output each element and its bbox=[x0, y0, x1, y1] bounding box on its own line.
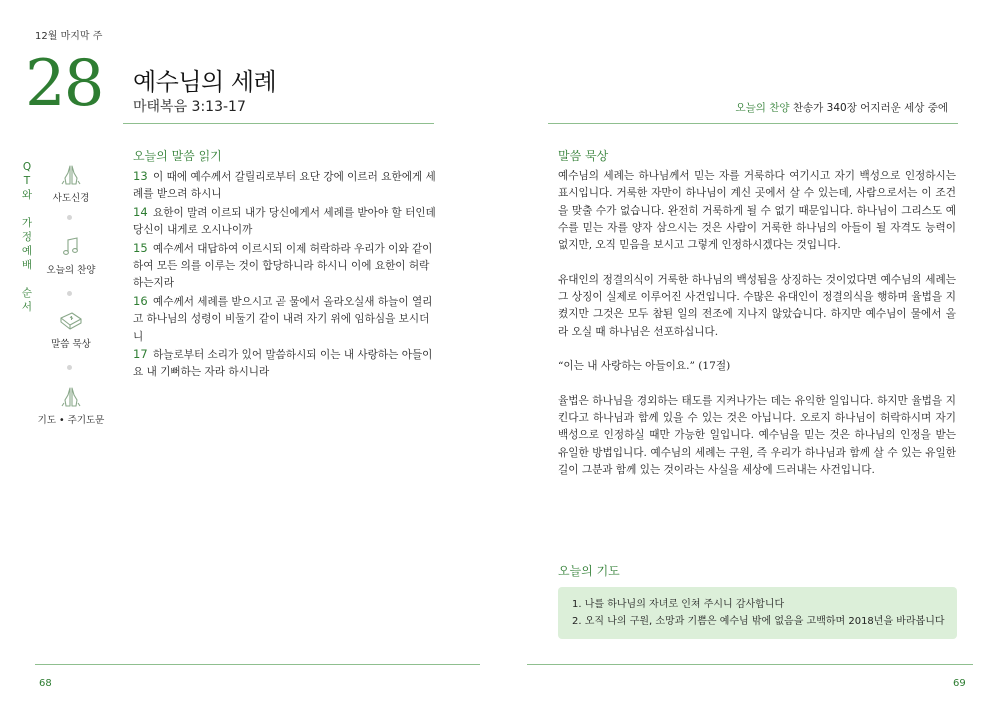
hymn-line bbox=[735, 100, 948, 115]
bible-icon bbox=[58, 310, 84, 332]
order-item-hymn bbox=[36, 236, 106, 276]
verse-number: 17 bbox=[133, 347, 148, 362]
order-item-label: 말씀 묵상 bbox=[51, 339, 91, 350]
divider-dot bbox=[67, 291, 72, 296]
prayer-line: 1. 나를 하나님의 자녀로 인쳐 주시니 감사합니다 bbox=[572, 599, 785, 610]
order-item-meditation bbox=[36, 310, 106, 350]
meditation-heading: 말씀 묵상 bbox=[558, 149, 609, 163]
scripture-reading bbox=[133, 168, 438, 382]
meditation-paragraph: 유대인의 정결의식이 거룩한 하나님의 백성됨을 상징하는 것이었다면 예수님의 세례는 그 상징이 실제로 이루어진 사건입니다. 수많은 유대인이 정결의식을 행하며 율법을 지켰지만 그것은 모두 참된 일의 전조에 지나지 않았습니다. 하지만 예수님이 물에서 올라 오실 때 하나님은 선포하십니다. bbox=[558, 273, 956, 338]
page-title: 예수님의 세례 bbox=[133, 68, 277, 96]
verse-number: 15 bbox=[133, 240, 148, 255]
hymn-prefix: 오늘의 찬양 bbox=[735, 102, 790, 114]
hymn-text: 찬송가 340장 어지러운 세상 중에 bbox=[792, 102, 948, 114]
right-header-rule bbox=[548, 123, 958, 124]
order-item-label: 사도신경 bbox=[52, 193, 90, 204]
vertical-section-title: Q T 와 가 정 예 배 순 서 bbox=[21, 161, 33, 313]
meditation-paragraph: 율법은 하나님을 경외하는 태도를 지켜나가는 데는 유익한 일입니다. 하지만 율법을 지킨다고 하나님과 함께 있을 수 있는 것은 아닙니다. 오로지 하나님이 허락하시며 자기 백성으로 인정하실 때만 가능한 일입니다. 예수님을 믿는 것은 하나님의 인정을 받는 유일한 방법입니다. 예수님의 세례는 구원, 즉 우리가 하나님과 함께 살 수 있는 유일한 길이 그분과 함께 있는 것이라는 사실을 세상에 드러내는 사건입니다. bbox=[558, 394, 956, 477]
divider-dot bbox=[67, 215, 72, 220]
right-page-number: 69 bbox=[953, 678, 966, 689]
praying-hands-icon bbox=[60, 164, 82, 186]
verse-number: 13 bbox=[133, 169, 148, 183]
day-number: 28 bbox=[25, 47, 103, 121]
prayer-line: 2. 오직 나의 구원, 소망과 기쁨은 예수님 밖에 없음을 고백하며 2018년을 바라봅니다 bbox=[572, 616, 945, 627]
verse-text: 하늘로부터 소리가 있어 말씀하시되 이는 내 사랑하는 아들이요 내 기뻐하는 자라 하시니라 bbox=[133, 349, 433, 379]
right-footer-rule bbox=[527, 664, 973, 665]
divider-dot bbox=[67, 365, 72, 370]
praying-hands-icon bbox=[60, 386, 82, 408]
week-label: 12월 마지막 주 bbox=[35, 31, 103, 42]
verse-text: 요한이 말려 이르되 내가 당신에게서 세례를 받아야 할 터인데 당신이 내게로 오시나이까 bbox=[133, 206, 436, 237]
order-item-label: 기도 • 주기도문 bbox=[37, 415, 105, 426]
prayer-heading: 오늘의 기도 bbox=[558, 564, 620, 578]
order-item-prayer bbox=[36, 386, 106, 426]
meditation-body bbox=[558, 168, 956, 497]
order-item-label: 오늘의 찬양 bbox=[46, 265, 96, 276]
verse-number: 14 bbox=[133, 204, 148, 219]
scripture-reference: 마태복음 3:13-17 bbox=[133, 99, 246, 115]
reading-heading: 오늘의 말씀 읽기 bbox=[133, 149, 222, 163]
verse-text: 예수께서 대답하여 이르시되 이제 허락하라 우리가 이와 같이 하여 모든 의를 이루는 것이 합당하니라 하시니 이에 요한이 허락하는지라 bbox=[133, 242, 433, 290]
verse-text: 이 때에 예수께서 갈릴리로부터 요단 강에 이르러 요한에게 세례를 받으려 하시니 bbox=[133, 171, 436, 201]
meditation-quote: “이는 내 사랑하는 아들이요.” (17절) bbox=[558, 360, 731, 373]
left-footer-rule bbox=[35, 664, 480, 665]
verse-text: 예수께서 세례를 받으시고 곧 물에서 올라오실새 하늘이 열리고 하나님의 성령이 비둘기 같이 내려 자기 위에 임하심을 보시더니 bbox=[133, 295, 433, 343]
verse-number: 16 bbox=[133, 293, 148, 308]
left-header-rule bbox=[123, 123, 434, 124]
left-page-number: 68 bbox=[39, 678, 52, 689]
meditation-paragraph: 예수님의 세례는 하나님께서 믿는 자를 거룩하다 여기시고 자기 백성으로 인정하시는 표시입니다. 거룩한 자만이 하나님이 계신 곳에서 살 수 있는데, 사람으로서는 이 조건을 맞출 수가 없습니다. 완전히 거룩하게 될 수 없기 때문입니다. 하나님이 그리스도 예수를 믿는 자를 양자 삼으시는 것은 사람이 거룩한 하나님의 아들이 될 자격도 능력이 없지만, 오직 믿음을 보시고 그렇게 인정하시겠다는 것입니다. bbox=[558, 170, 956, 252]
order-item-apostles-creed bbox=[36, 164, 106, 204]
prayer-box bbox=[558, 587, 957, 639]
music-note-icon bbox=[60, 236, 82, 258]
